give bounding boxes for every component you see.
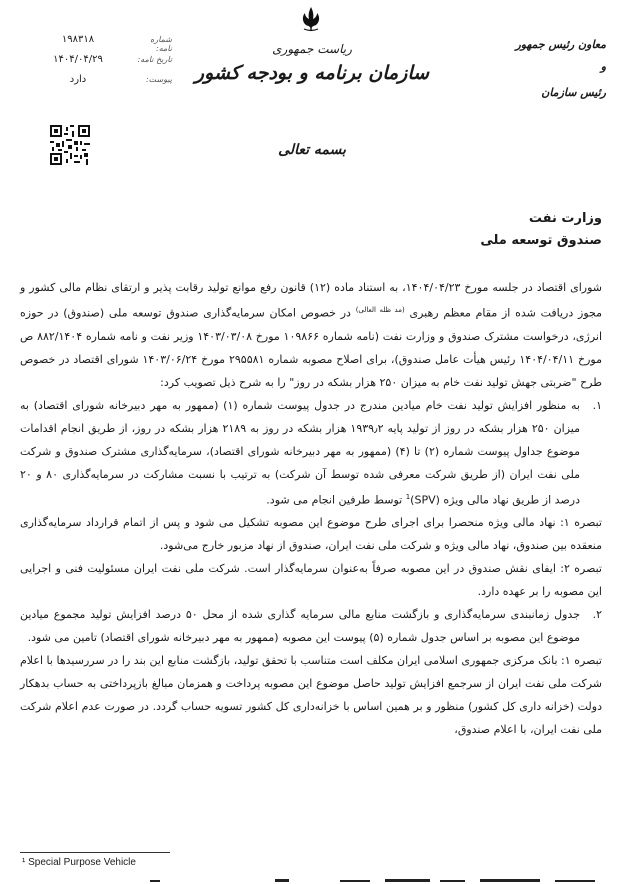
intro-text-b: در خصوص امکان سرمایه‌گذاری صندوق توسعه ملی (صندوق) در حوزه انرژی، درخواست مشترک صندوق و وزارت نفت (نامه شماره ۱۰۹۸۶۶ مورخ ۱۴۰۳/۰۳/۰۸ وزیر نفت و نامه شماره ۸۸۲/۱۴۰۴ ص مورخ ۱۴۰۴/۰۴/۱۱ رئیس هیأت عامل صندوق)، برای اصلاح مصوبه شماره ۲۹۵۵۸۱ مورخ ۱۴۰۳/۰۶/۲۴ شورای اقتصاد در خصوص طرح "ضربتی جهش تولید نفت خام به میزان ۲۵۰ هزار بشکه در روز" را به شرح ذیل تصویب کرد: xyxy=(20,306,603,389)
item2-text: جدول زمانبندی سرمایه‌گذاری و بازگشت منابع مالی سرمایه گذاری شده از محل ۵۰ درصد افزایش تولید مجموع میادین موضوع این مصوبه بر اساس جدول شماره (۵) پیوست این مصوبه (ممهور به مهر دبیرخانه شورای اقتصاد) تامین می شود. xyxy=(20,608,580,645)
letter-date-row xyxy=(22,54,172,74)
item-number: ۲. xyxy=(592,608,602,622)
letter-date-label: تاریخ نامه: xyxy=(137,55,172,64)
bismillah-heading: بسمه تعالی xyxy=(278,142,346,158)
letter-number-label: شماره نامه: xyxy=(150,35,172,53)
item1-text-b: توسط طرفین انجام می شود. xyxy=(266,493,403,507)
sender-title-line1: معاون رئیس جمهور xyxy=(515,38,606,51)
letter-attachment-value: دارد xyxy=(69,74,87,85)
item2-note-1: تبصره ۱: بانک مرکزی جمهوری اسلامی ایران مکلف است متناسب با تحقق تولید، بازگشت منابع این بند را در سررسیدها با اعلام شرکت ملی نفت ایران از سرجمع افزایش تولید حاصل موضوع این مصوبه پرداخت و همزمان مبالغ بازپرداختی به حساب بدهکار دولت (خزانه داری کل کشور) منظور و بر همین اساس با خزانه‌داری کل کشور تسویه حساب گردد. در صورت عدم اعلام شرکت ملی نفت ایران، با اعلام صندوق، xyxy=(20,654,602,737)
sender-title-line3: رئیس سازمان xyxy=(541,86,606,99)
footnote-divider xyxy=(20,852,170,853)
recipient-fund: صندوق توسعه ملی xyxy=(480,233,602,248)
org-line-presidency: ریاست جمهوری xyxy=(272,42,352,56)
item1-note-1: تبصره ۱: نهاد مالی ویژه منحصرا برای اجرای طرح موضوع این مصوبه تشکیل می شود و پس از اتمام قرارداد سرمایه‌گذاری منعقده بین صندوق، نهاد مالی ویژه و شرکت ملی نفت ایران، صندوق از نهاد مزبور خارج می‌شود. xyxy=(20,516,602,553)
intro-text-a: شورای اقتصاد در جلسه مورخ ۱۴۰۴/۰۴/۲۳، به استناد ماده (۱۲) قانون رفع موانع تولید رقابت پذیر و ارتقای نظام مالی کشور و مجوز دریافت شده از مقام معظم رهبری xyxy=(20,281,602,320)
item1-spv: (SPV) xyxy=(410,493,440,507)
intro-superscript: (مد ظله العالی) xyxy=(355,306,405,314)
footnote-marker: 1 xyxy=(405,492,411,501)
org-name: سازمان برنامه و بودجه کشور xyxy=(194,62,430,84)
sender-title-line2: و xyxy=(600,60,606,73)
recipient-ministry: وزارت نفت xyxy=(528,211,602,226)
resolution-item-1 xyxy=(20,394,602,512)
letter-number-row xyxy=(22,34,172,54)
item-number: ۱. xyxy=(592,398,602,412)
iran-emblem-icon xyxy=(296,4,326,34)
letter-attachment-row xyxy=(22,74,172,94)
cut-off-text-edge xyxy=(0,874,624,884)
letter-number-value: ۱۹۸۳۱۸ xyxy=(61,34,95,45)
letter-date-value: ۱۴۰۴/۰۴/۲۹ xyxy=(53,54,103,65)
recipient-block xyxy=(480,208,602,252)
item1-text-a: به منظور افزایش تولید نفت خام میادین مندرج در جدول پیوست شماره (۱) (ممهور به مهر دبیرخانه شورای اقتصاد) به میزان ۲۵۰ هزار بشکه در روز از تولید پایه ۱۹۳۹٫۲ هزار بشکه در روز به ۲۱۸۹ هزار بشکه در روز، از طریق انجام اقدامات موضوع جداول پیوست شماره (۲) تا (۴) (ممهور به مهر دبیرخانه شورای اقتصاد)، سرمایه‌گذاری مشترک صندوق و شرکت ملی نفت ایران (از طریق شرکت معرفی شده توسط آن شرکت) به ترتیب با نسبت مشارکت در سرمایه‌گذاری ۸۰ و ۲۰ درصد از طریق نهاد مالی ویژه xyxy=(20,398,580,507)
letter-attachment-label: پیوست: xyxy=(145,75,172,84)
footnote: ¹ Special Purpose Vehicle xyxy=(22,857,136,868)
letter-body xyxy=(20,276,602,741)
item1-note-2: تبصره ۲: ایفای نقش صندوق در این مصوبه صرفاً به‌عنوان سرمایه‌گذار است. شرکت ملی نفت ایران مسئولیت فنی و اجرایی این مصوبه را بر عهده دارد. xyxy=(20,562,602,599)
resolution-item-2 xyxy=(20,603,602,649)
sender-title xyxy=(506,34,606,78)
item-text xyxy=(20,394,580,512)
intro-paragraph xyxy=(20,276,602,394)
letter-metadata xyxy=(22,34,172,94)
